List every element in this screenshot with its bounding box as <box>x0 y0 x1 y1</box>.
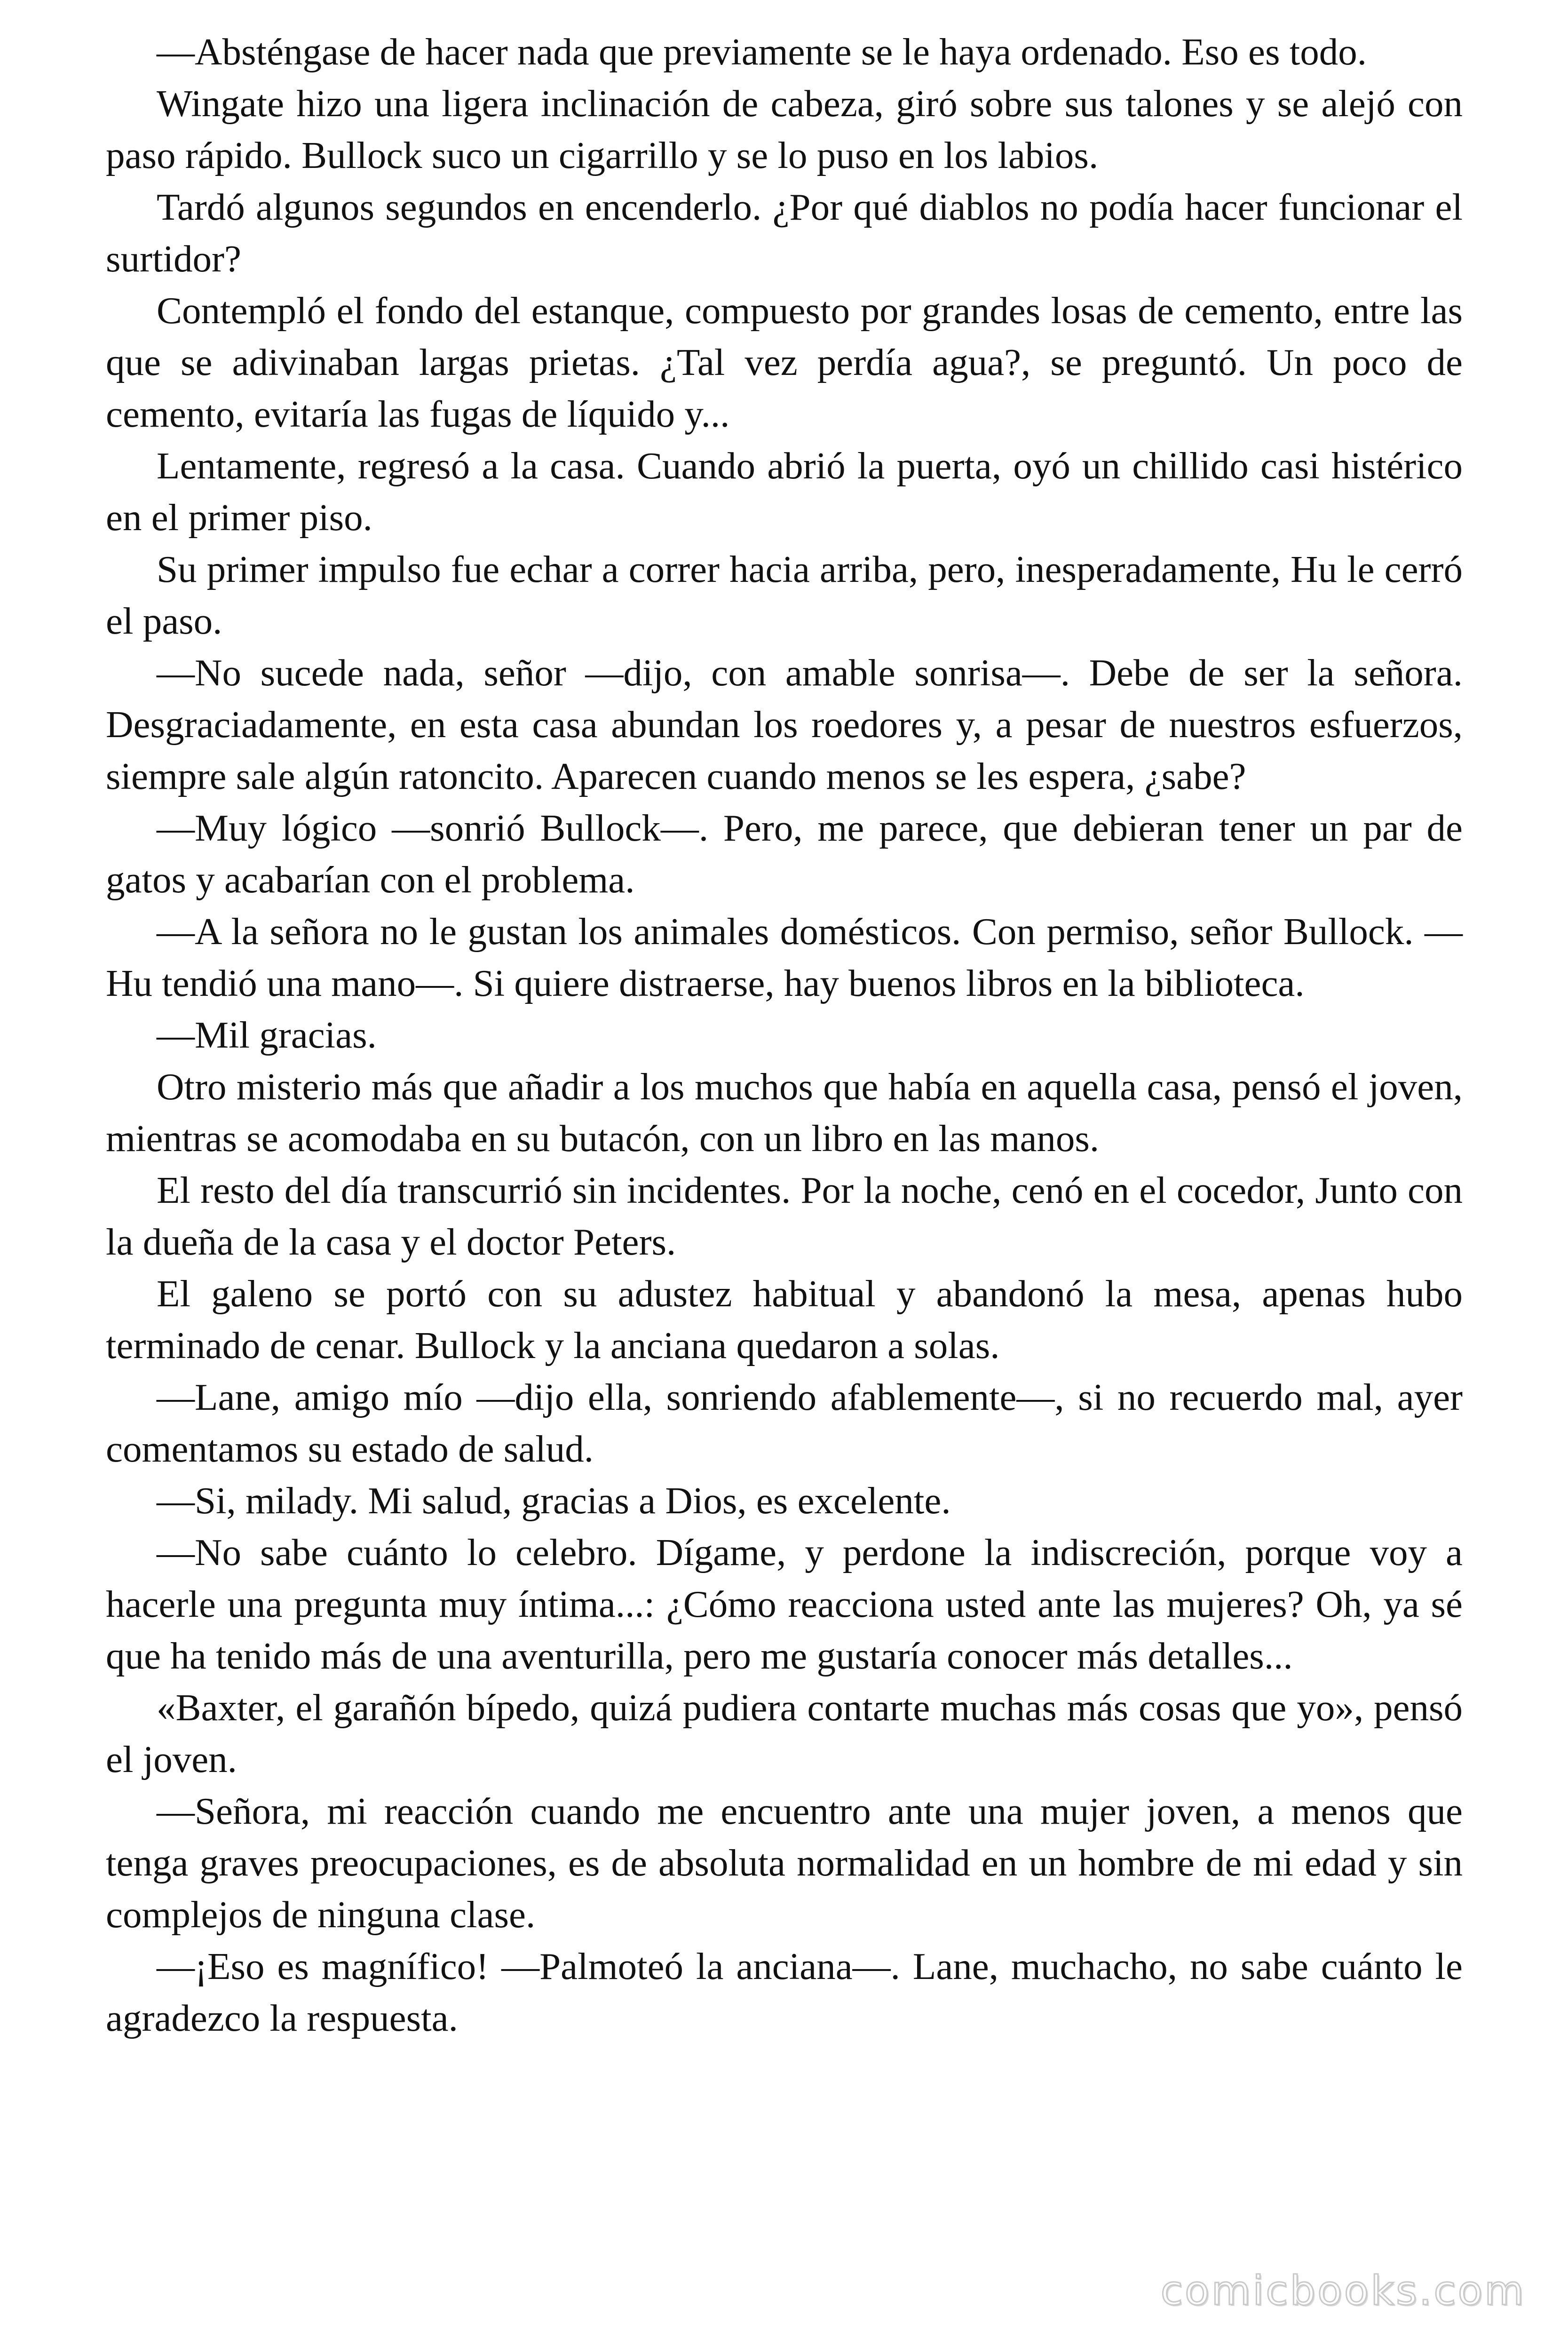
watermark: comicbooks.com <box>1160 2267 1526 2314</box>
paragraph: —Señora, mi reacción cuando me encuentro ante una mujer joven, a menos que tenga graves preocupaciones, es de absoluta normalidad en un hombre de mi edad y sin complejos de ninguna clase. <box>106 1790 1463 1936</box>
paragraph: Su primer impulso fue echar a correr hacia arriba, pero, inesperadamente, Hu le cerró el paso. <box>106 548 1463 642</box>
paragraph: —Muy lógico —sonrió Bullock—. Pero, me parece, que debieran tener un par de gatos y acabarían con el problema. <box>106 807 1463 901</box>
paragraph: El galeno se portó con su adustez habitual y abandonó la mesa, apenas hubo terminado de cenar. Bullock y la anciana quedaron a solas. <box>106 1272 1463 1367</box>
paragraph: Wingate hizo una ligera inclinación de cabeza, giró sobre sus talones y se alejó con paso rápido. Bullock suco un cigarrillo y se lo puso en los labios. <box>106 82 1463 176</box>
paragraph: Contempló el fondo del estanque, compuesto por grandes losas de cemento, entre las que se adivinaban largas prietas. ¿Tal vez perdía agua?, se preguntó. Un poco de cemento, evitaría las fugas de líquido y... <box>106 289 1463 435</box>
paragraph: —No sucede nada, señor —dijo, con amable sonrisa—. Debe de ser la señora. Desgraciadamente, en esta casa abundan los roedores y, a pesar de nuestros esfuerzos, siempre sale algún ratoncito. Aparecen cuando menos se les espera, ¿sabe? <box>106 652 1463 797</box>
paragraph: —A la señora no le gustan los animales domésticos. Con permiso, señor Bullock. —Hu tendió una mano—. Si quiere distraerse, hay buenos libros en la biblioteca. <box>106 910 1463 1004</box>
paragraph: Tardó algunos segundos en encenderlo. ¿Por qué diablos no podía hacer funcionar el surtidor? <box>106 186 1463 280</box>
paragraph: Lentamente, regresó a la casa. Cuando abrió la puerta, oyó un chillido casi histérico en el primer piso. <box>106 445 1463 539</box>
paragraph: —No sabe cuánto lo celebro. Dígame, y perdone la indiscreción, porque voy a hacerle una pregunta muy íntima...: ¿Cómo reacciona usted ante las mujeres? Oh, ya sé que ha tenido más de una aventurilla, pero me gustaría conocer más detalles... <box>106 1531 1463 1677</box>
paragraph: «Baxter, el garañón bípedo, quizá pudiera contarte muchas más cosas que yo», pensó el joven. <box>106 1686 1463 1780</box>
paragraph: —Lane, amigo mío —dijo ella, sonriendo afablemente—, si no recuerdo mal, ayer comentamos su estado de salud. <box>106 1376 1463 1470</box>
paragraph: —Absténgase de hacer nada que previamente se le haya ordenado. Eso es todo. <box>157 31 1367 73</box>
paragraph: Otro misterio más que añadir a los muchos que había en aquella casa, pensó el joven, mientras se acomodaba en su butacón, con un libro en las manos. <box>106 1065 1463 1160</box>
paragraph: El resto del día transcurrió sin incidentes. Por la noche, cenó en el cocedor, Junto con la dueña de la casa y el doctor Peters. <box>106 1169 1463 1263</box>
paragraph: —¡Eso es magnífico! —Palmoteó la anciana—. Lane, muchacho, no sabe cuánto le agradezco la respuesta. <box>106 1945 1463 2039</box>
paragraph: —Si, milady. Mi salud, gracias a Dios, es excelente. <box>157 1479 951 1522</box>
paragraph: —Mil gracias. <box>157 1014 377 1056</box>
page-body <box>106 26 1463 2044</box>
